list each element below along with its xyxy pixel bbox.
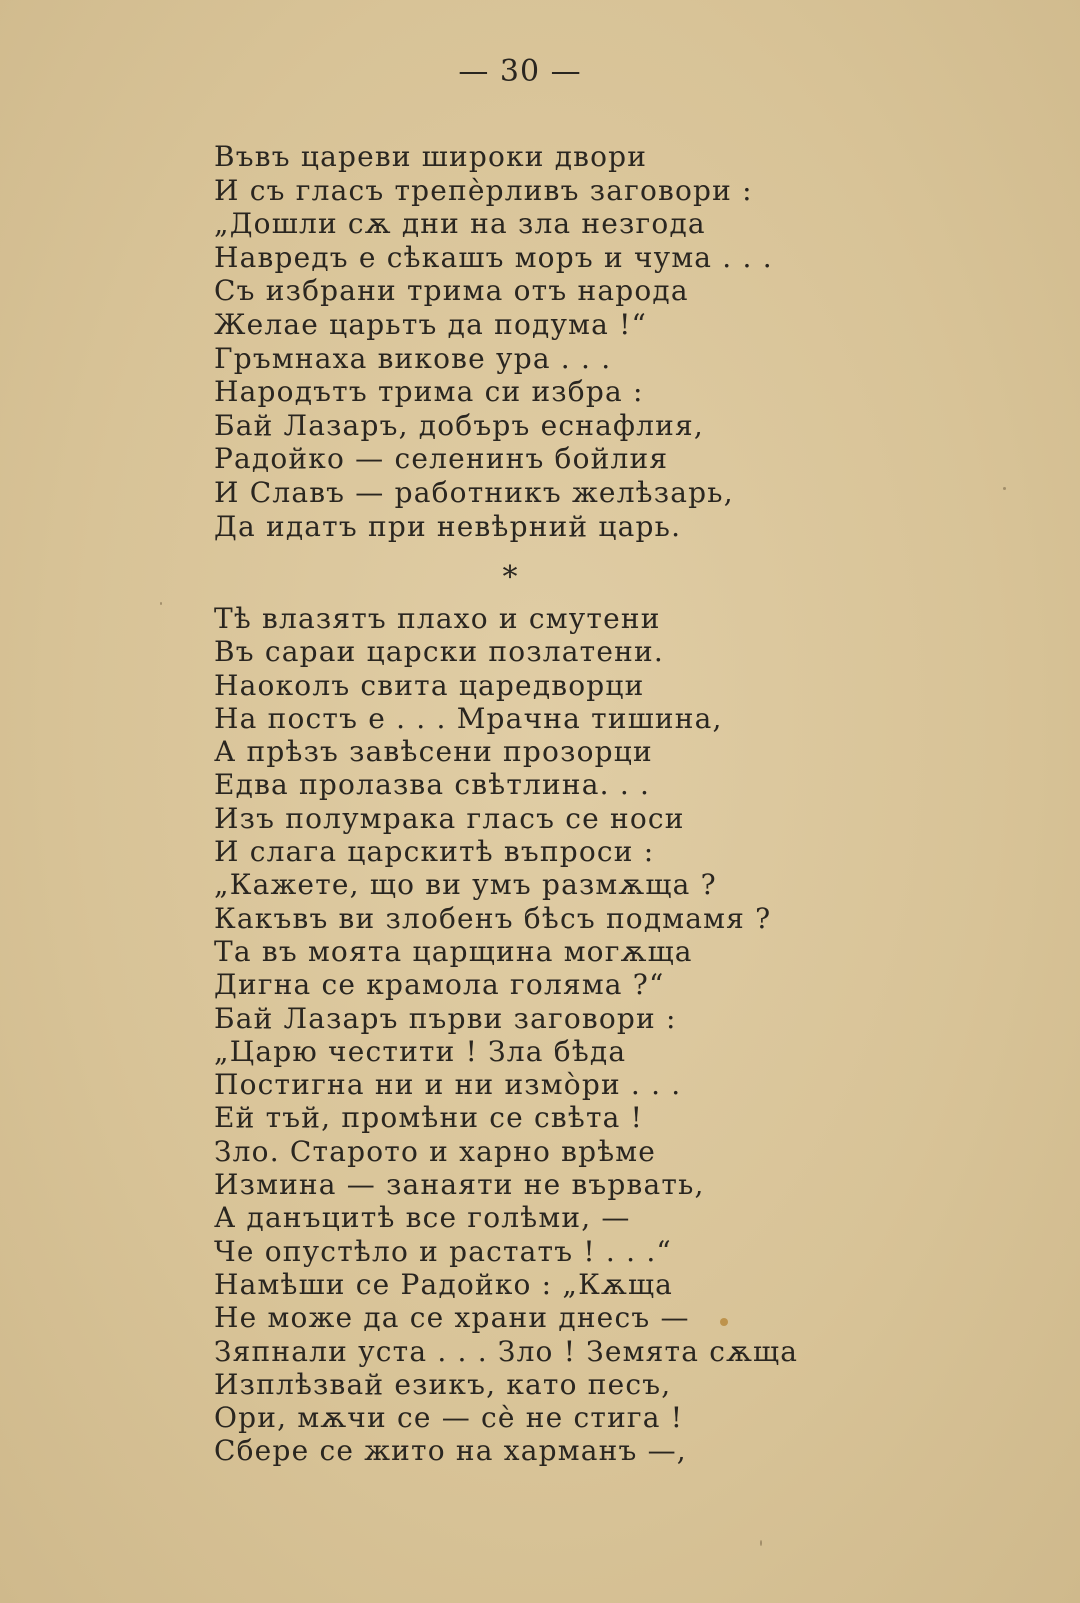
verse-line: Гръмнаха викове ура . . .: [214, 341, 612, 375]
verse-line: Ори, мѫчи се — сѐ не стига !: [214, 1401, 684, 1435]
verse-line: Наоколъ свита царедворци: [214, 668, 645, 702]
stanza-2: [214, 602, 814, 1468]
verse-line: Изплѣзвай езикъ, като песъ,: [214, 1367, 672, 1401]
verse-line: „Дошли сѫ дни на зла незгода: [214, 207, 706, 241]
verse-line: Зло. Старото и харно врѣме: [214, 1134, 657, 1168]
verse-line: „Царю честити ! Зла бѣда: [214, 1034, 627, 1068]
page-number: — 30 —: [458, 54, 582, 89]
verse-line: Радойко — селенинъ бойлия: [214, 442, 669, 476]
verse-line: Сбере се жито на харманъ —,: [214, 1434, 687, 1468]
paper-speck: [1003, 487, 1006, 490]
verse-line: Бай Лазаръ, добъръ еснафлия,: [214, 408, 704, 442]
verse-line: Зяпнали уста . . . Зло ! Земята сѫща: [214, 1334, 799, 1368]
asterisk-separator: *: [502, 560, 518, 595]
verse-line: И слага царскитѣ въпроси :: [214, 835, 655, 869]
verse-line: Та въ моята царщина могѫща: [214, 934, 693, 968]
verse-line: Народътъ трима си избра :: [214, 375, 644, 409]
verse-line: Въвъ цареви широки двори: [214, 140, 648, 173]
verse-line: Тѣ влазятъ плахо и смутени: [214, 602, 661, 635]
verse-line: Изъ полумрака гласъ се носи: [214, 801, 685, 835]
stanza-1: [214, 140, 814, 543]
verse-line: Намѣши се Радойко : „Кѫща: [214, 1267, 674, 1301]
verse-line: „Кажете, що ви умъ размѫща ?: [214, 868, 717, 902]
verse-line: Не може да се храни днесъ —: [214, 1301, 690, 1335]
verse-line: Дигна се крамола голяма ?“: [214, 968, 665, 1002]
verse-line: Какъвъ ви злобенъ бѣсъ подмамя ?: [214, 901, 772, 935]
verse-line: Бай Лазаръ първи заговори :: [214, 1001, 677, 1035]
paper-speck: [760, 1540, 762, 1546]
verse-line: Да идатъ при невѣрний царь.: [214, 509, 682, 543]
verse-line: Съ избрани трима отъ народа: [214, 274, 689, 308]
verse-line: Желае царьтъ да подума !“: [214, 307, 648, 341]
verse-line: На постъ е . . . Мрачна тишина,: [214, 701, 723, 735]
verse-line: Въ сараи царски позлатени.: [214, 635, 664, 669]
verse-line: А прѣзъ завѣсени прозорци: [214, 735, 653, 769]
verse-line: Постигна ни и ни измòри . . .: [214, 1068, 682, 1102]
verse-line: Ей тъй, промѣни се свѣта !: [214, 1101, 644, 1135]
verse-line: А данъцитѣ все голѣми, —: [214, 1201, 631, 1235]
verse-line: Едва пролазва свѣтлина. . .: [214, 768, 651, 802]
verse-line: Навредъ е сѣкашъ моръ и чума . . .: [214, 240, 773, 274]
verse-line: И Славъ — работникъ желѣзарь,: [214, 475, 734, 509]
verse-line: Измина — занаяти не вървать,: [214, 1168, 705, 1202]
verse-line: Че опустѣло и растатъ ! . . .“: [214, 1234, 672, 1268]
paper-speck: [160, 602, 162, 605]
verse-line: И съ гласъ трепѐрливъ заговори :: [214, 173, 753, 207]
paper-speck: [720, 1318, 728, 1326]
